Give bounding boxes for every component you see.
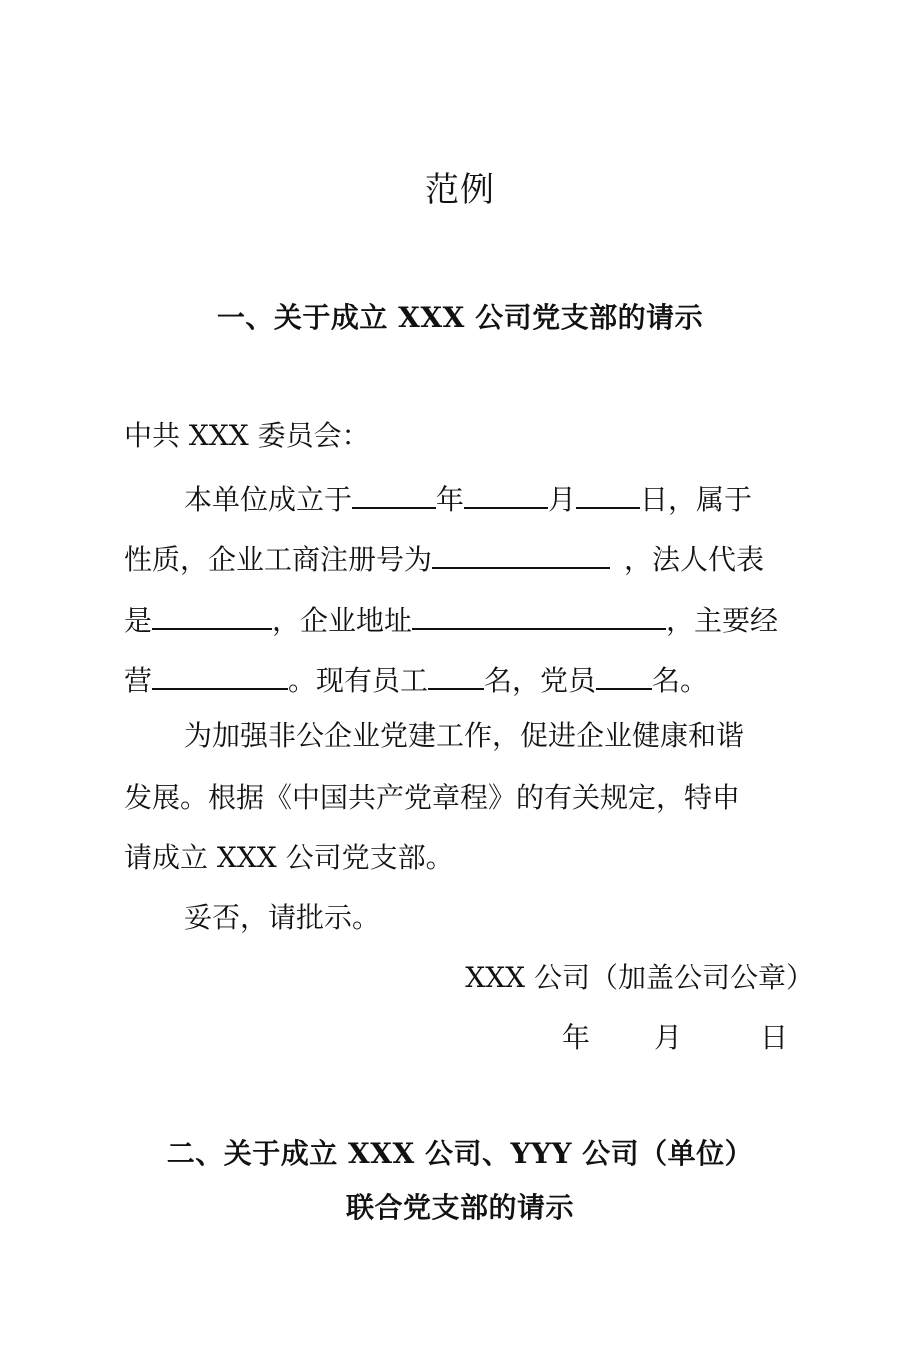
text: ，主要经 [666, 604, 779, 637]
section1-heading: 一、关于成立 XXX 公司党支部的请示 [216, 301, 704, 334]
paragraph2-line3: 请成立 XXX 公司党支部。 [124, 841, 454, 874]
blank-day [576, 477, 640, 509]
blank-address [412, 598, 666, 630]
date-month: 月 [654, 1021, 683, 1054]
paragraph1-line4 [124, 658, 814, 699]
section2-heading-line2: 联合党支部的请示 [345, 1191, 574, 1224]
text: 是 [124, 604, 153, 637]
text: ，法人代表 [624, 543, 765, 576]
text: 本单位成立于 [184, 483, 353, 516]
signature: XXX 公司（加盖公司公章） [465, 961, 814, 994]
salutation: 中共 XXX 委员会： [124, 419, 370, 452]
text: 。现有员工 [288, 664, 429, 697]
blank-party-member-count [596, 658, 652, 690]
paragraph1-line3 [124, 598, 814, 639]
date-day: 日 [760, 1021, 789, 1054]
text: 营 [124, 664, 153, 697]
text: 名，党员 [484, 664, 597, 697]
paragraph2-line2: 发展。根据《中国共产党章程》的有关规定，特申 [124, 781, 741, 814]
text: ，企业地址 [272, 604, 413, 637]
blank-business-scope [152, 658, 288, 690]
closing-line: 妥否，请批示。 [184, 901, 381, 934]
text: 性质，企业工商注册号为 [124, 543, 433, 576]
paragraph2-line1: 为加强非公企业党建工作，促进企业健康和谐 [184, 719, 745, 752]
text: 年 [436, 483, 465, 516]
text: 日，属于 [640, 483, 753, 516]
text: 月 [548, 483, 577, 516]
paragraph1-line1 [184, 477, 874, 518]
blank-month [464, 477, 548, 509]
blank-employee-count [428, 658, 484, 690]
date-year: 年 [562, 1021, 591, 1054]
blank-registration-number [432, 537, 610, 569]
paragraph1-line2 [124, 537, 814, 578]
text: 名。 [652, 664, 709, 697]
section2-heading-line1: 二、关于成立 XXX 公司、YYY 公司（单位） [166, 1137, 754, 1170]
blank-year [352, 477, 436, 509]
blank-legal-representative [152, 598, 272, 630]
document-title: 范例 [425, 170, 495, 210]
